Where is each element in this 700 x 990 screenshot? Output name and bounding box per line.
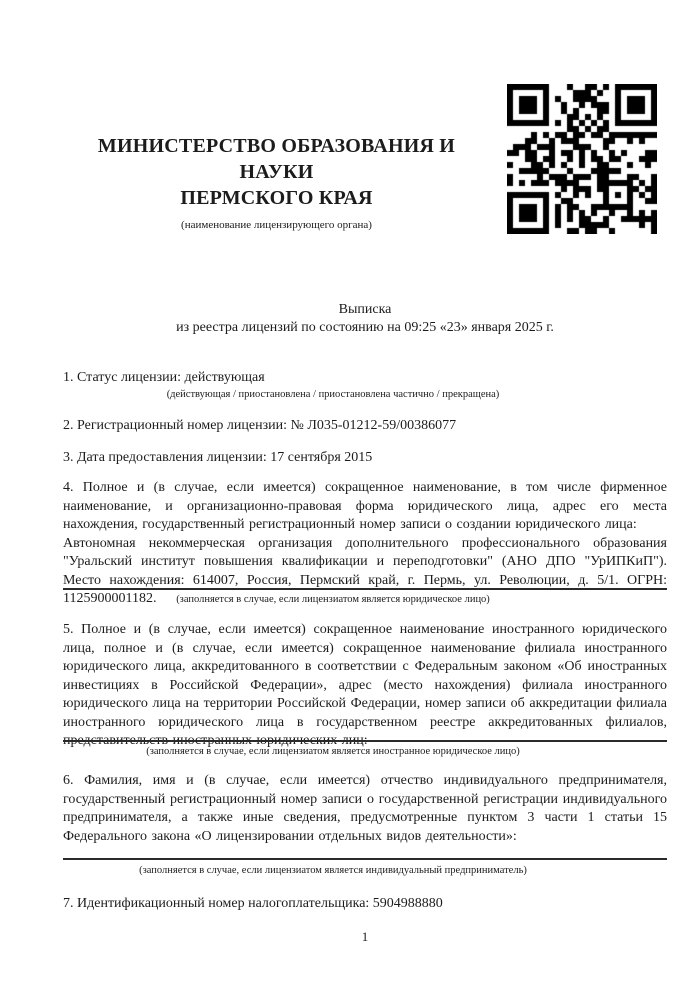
qr-code-icon [507,84,657,234]
separator-line-legal-entity [63,588,667,590]
field-license-status-caption: (действующая / приостановлена / приостановлена частично / прекращена) [166,389,500,400]
field-foreign-entity: 5. Полное и (в случае, если имеется) сокращенное наименование иностранного юридического лица, полное и (в случае, если имеется) сокращенное наименование филиала иностранного юридического лица, аккредитованного в соответствии с Федеральным законом «Об иностранных инвестициях в Российской Федерации», адрес (место нахождения) филиала иностранного юридического лица на территории Российской Федерации, номер записи об аккредитации филиала иностранного юридического лица в государственном реестре аккредитованных филиалов, представительств иностранных юридических лиц: [63,622,667,748]
field-legal-entity-intro: 4. Полное и (в случае, если имеется) сокращенное наименование, в том числе фирменное наименование, и организационно-правовая форма юридического лица, адрес его места нахождения, государственный регистрационный номер записи о создании юридического лица: [63,480,667,532]
separator-line-individual-entrepreneur [63,858,667,860]
field-individual-entrepreneur-caption: (заполняется в случае, если лицензиатом является индивидуальный предприниматель) [139,865,527,876]
document-title [63,301,667,336]
field-license-status: 1. Статус лицензии: действующая [63,370,265,385]
document-title-line1: Выписка [338,302,392,317]
separator-line-foreign-entity [63,740,667,742]
field-registration-number: 2. Регистрационный номер лицензии: № Л035-01212-59/00386077 [63,418,457,433]
page-number: 1 [361,929,369,944]
licensing-authority-block [63,133,490,231]
field-foreign-entity-caption: (заполняется в случае, если лицензиатом является иностранное юридическое лицо) [146,746,520,757]
field-taxpayer-number: 7. Идентификационный номер налогоплательщика: 5904988880 [63,896,443,911]
field-legal-entity-caption: (заполняется в случае, если лицензиатом является юридическое лицо) [176,594,490,605]
ministry-caption: (наименование лицензирующего органа) [181,219,372,231]
field-grant-date: 3. Дата предоставления лицензии: 17 сентября 2015 [63,450,373,465]
ministry-name-line2: ПЕРМСКОГО КРАЯ [180,187,373,209]
document-title-line2: из реестра лицензий по состоянию на 09:25 «23» января 2025 г. [176,319,554,335]
field-legal-entity-value: Автономная некоммерческая организация дополнительного профессионального образования "Уральский институт повышения квалификации и переподготовки" (АНО ДПО "УрИПКиП"). Место нахождения: 614007, Россия, Пермский край, г. Пермь, ул. Революции, д. 5/1. ОГРН: 1125900001182. [63,535,667,606]
field-individual-entrepreneur: 6. Фамилия, имя и (в случае, если имеется) отчество индивидуального предпринимателя, государственный регистрационный номер записи о государственной регистрации индивидуального предпринимателя, а также иные сведения, предусмотренные пунктом 3 части 1 статьи 15 Федерального закона «О лицензировании отдельных видов деятельности»: [63,773,667,844]
ministry-name-line1: МИНИСТЕРСТВО ОБРАЗОВАНИЯ И НАУКИ [97,135,456,183]
